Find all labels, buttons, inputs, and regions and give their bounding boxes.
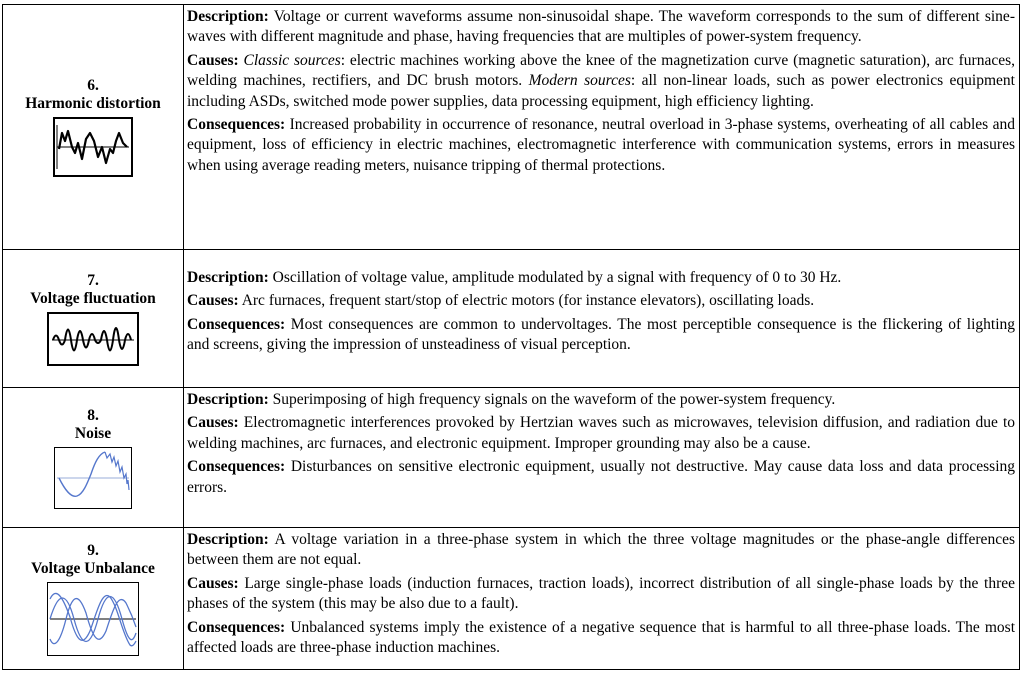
disturbance-cell	[3, 528, 184, 670]
table-row	[3, 388, 1020, 528]
description-paragraph	[187, 530, 1015, 571]
description-text: A voltage variation in a three-phase system in which the three voltage magnitudes or the phase-angle differences between them are not equal.	[187, 531, 1015, 569]
causes-paragraph	[187, 291, 1015, 311]
consequences-label: Consequences:	[187, 116, 286, 134]
consequences-label: Consequences:	[187, 618, 286, 636]
details-cell	[184, 250, 1020, 388]
consequences-paragraph	[187, 457, 1015, 498]
row-number: 8.	[87, 406, 99, 424]
consequences-paragraph	[187, 618, 1015, 659]
classic-sources-text: : electric machines working above the knee of the magnetization curve (magnetic saturation), arc furnaces, welding machines, rectifiers, and DC brush motors.	[187, 51, 1016, 90]
consequences-paragraph	[187, 115, 1015, 176]
table-row	[3, 5, 1020, 250]
disturbance-name: Voltage Unbalance	[31, 559, 155, 577]
description-label: Description:	[187, 391, 269, 408]
causes-paragraph	[187, 413, 1015, 454]
description-paragraph	[187, 390, 1015, 410]
disturbance-cell	[3, 388, 184, 528]
modern-sources-text: : all non-linear loads, such as power electronics equipment including ASDs, switched mode power supplies, data processing equipment, high efficiency lighting.	[187, 72, 1015, 110]
disturbance-name: Voltage fluctuation	[30, 289, 156, 307]
disturbance-name: Noise	[74, 424, 112, 442]
consequences-text: Increased probability in occurrence of resonance, neutral overload in 3-phase systems, overheating of all cables and equipment, loss of efficiency in electric machines, electromagnetic interference with communication systems, errors in measures when using average reading meters, nuisance tripping of thermal protections.	[187, 116, 1015, 174]
table-row	[3, 250, 1020, 388]
table-row	[3, 528, 1020, 670]
description-label: Description:	[187, 531, 269, 548]
causes-label: Causes:	[187, 292, 239, 310]
noise-waveform-icon	[54, 447, 132, 509]
details-cell	[184, 388, 1020, 528]
causes-label: Causes:	[187, 414, 239, 432]
details-cell	[184, 5, 1020, 250]
row-number: 7.	[87, 271, 99, 289]
description-paragraph	[187, 7, 1015, 48]
classic-sources-label: Classic sources	[243, 51, 341, 69]
consequences-paragraph	[187, 315, 1015, 356]
harmonic-distortion-waveform-icon	[53, 117, 133, 177]
consequences-label: Consequences:	[187, 315, 286, 333]
voltage-fluctuation-waveform-icon	[47, 312, 139, 366]
description-paragraph	[187, 268, 1015, 288]
disturbance-cell	[3, 5, 184, 250]
description-label: Description:	[187, 8, 269, 25]
causes-paragraph	[187, 51, 1015, 112]
description-text: Voltage or current waveforms assume non-sinusoidal shape. The waveform corresponds to the sum of different sine-waves with different magnitude and phase, having frequencies that are multiples of power-system frequency.	[187, 8, 1015, 46]
consequences-label: Consequences:	[187, 458, 286, 476]
description-label: Description:	[187, 269, 269, 286]
causes-text: Electromagnetic interferences provoked by Hertzian waves such as microwaves, television diffusion, and radiation due to welding machines, arc furnaces, and electronic equipment. Improper grounding may also be a cause.	[187, 414, 1016, 452]
modern-sources-label: Modern sources	[528, 72, 631, 90]
disturbance-name: Harmonic distortion	[25, 95, 161, 112]
description-text: Oscillation of voltage value, amplitude modulated by a signal with frequency of 0 to 30 Hz.	[272, 269, 842, 286]
causes-label: Causes:	[187, 51, 239, 69]
voltage-unbalance-waveform-icon	[47, 582, 139, 656]
consequences-text: Disturbances on sensitive electronic equipment, usually not destructive. May cause data loss and data processing errors.	[187, 458, 1015, 496]
consequences-text: Most consequences are common to undervoltages. The most perceptible consequence is the flickering of lighting and screens, giving the impression of unsteadiness of visual perception.	[187, 315, 1016, 354]
disturbance-cell	[3, 250, 184, 388]
row-number: 9.	[87, 541, 99, 559]
causes-label: Causes:	[187, 574, 239, 592]
description-text: Superimposing of high frequency signals on the waveform of the power-system frequency.	[272, 391, 836, 408]
power-quality-table	[2, 4, 1020, 670]
causes-paragraph	[187, 574, 1015, 615]
row-number: 6.	[87, 77, 99, 94]
consequences-text: Unbalanced systems imply the existence of a negative sequence that is harmful to all three-phase loads. The most affected loads are three-phase induction machines.	[187, 618, 1016, 657]
causes-text: Large single-phase loads (induction furnaces, traction loads), incorrect distribution of all single-phase loads by the three phases of the system (this may be also due to a fault).	[187, 574, 1016, 613]
details-cell	[184, 528, 1020, 670]
causes-text: Arc furnaces, frequent start/stop of electric motors (for instance elevators), oscillating loads.	[241, 292, 815, 310]
